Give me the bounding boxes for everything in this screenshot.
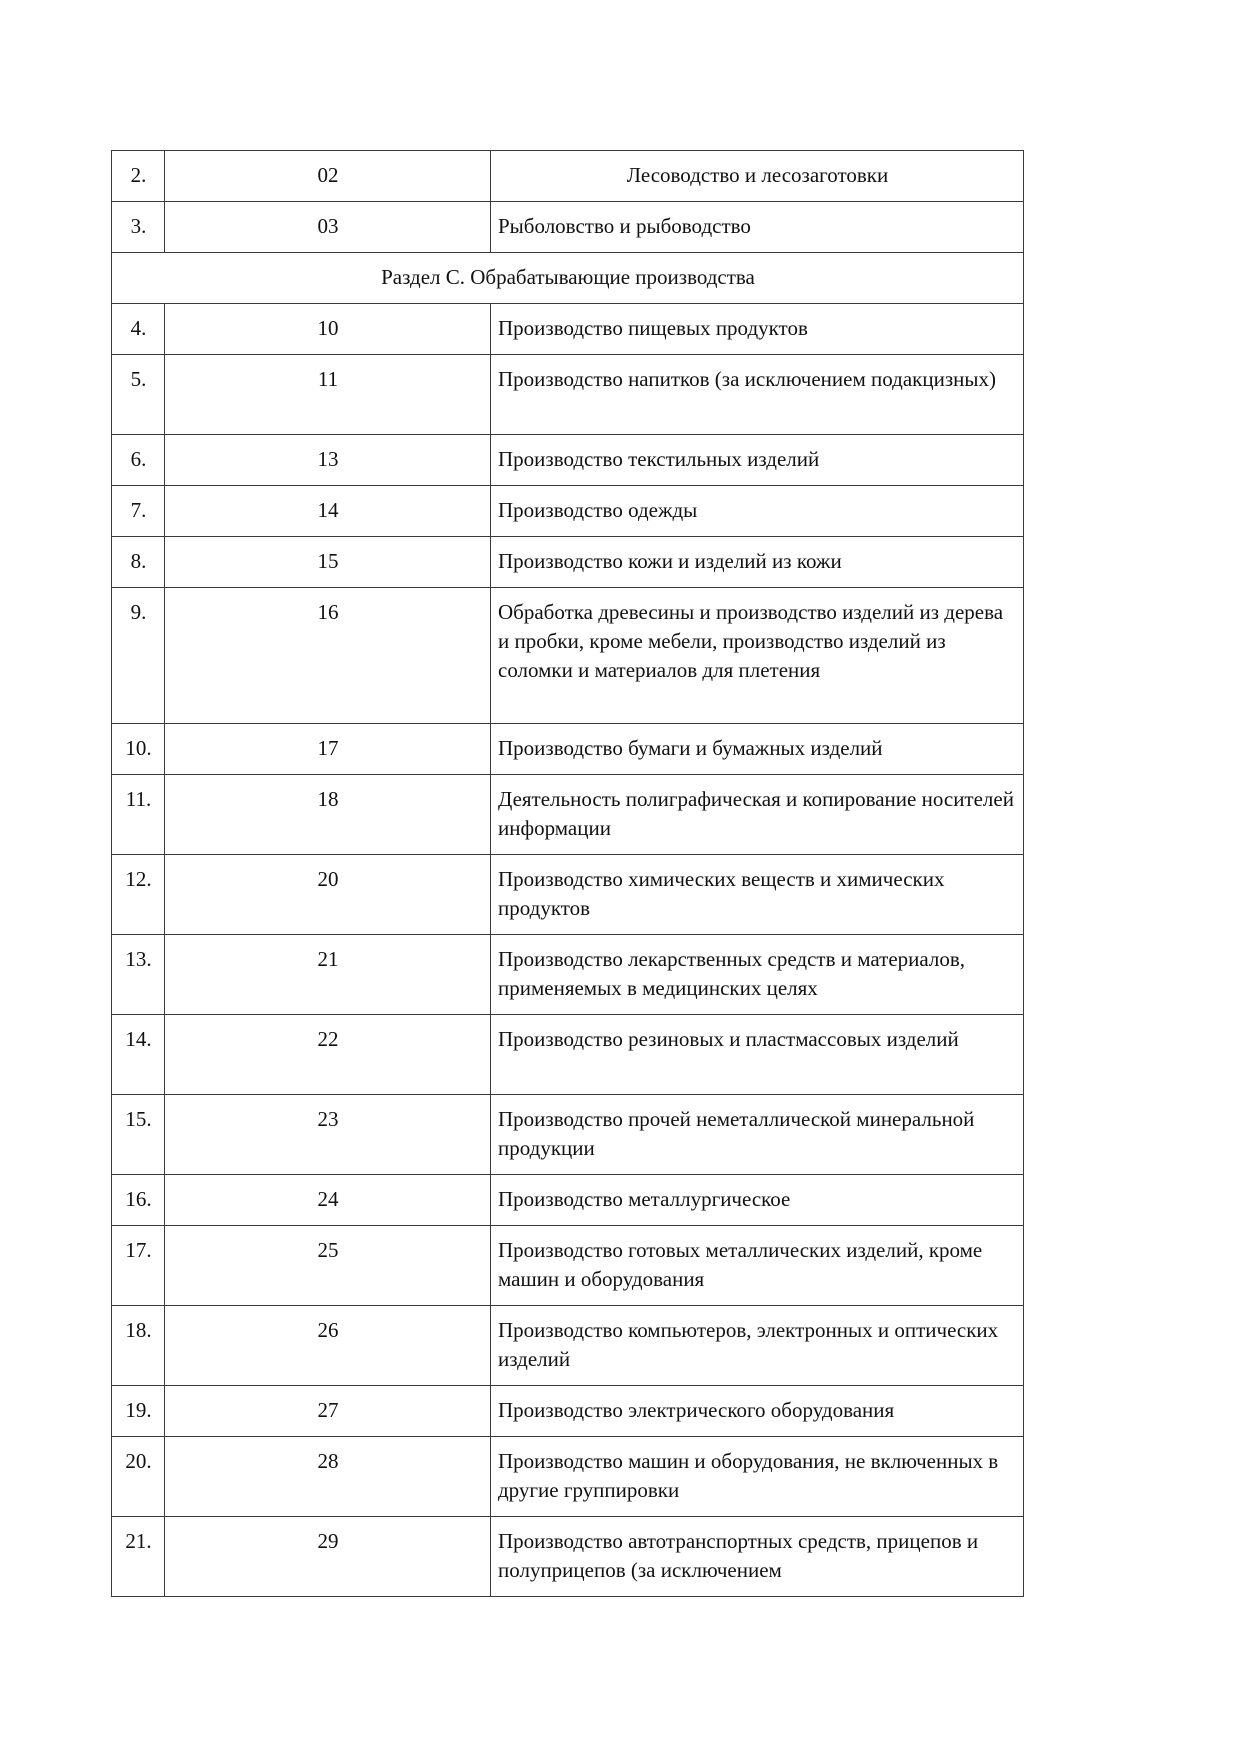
table-row — [112, 775, 1024, 855]
okved-code-cell: 13 — [165, 435, 491, 486]
row-number-cell: 19. — [112, 1386, 165, 1437]
okved-code-cell: 23 — [165, 1095, 491, 1175]
row-number-cell: 9. — [112, 588, 165, 724]
table-row — [112, 304, 1024, 355]
table-row — [112, 1175, 1024, 1226]
row-number-cell: 6. — [112, 435, 165, 486]
activity-name-cell: Производство электрического оборудования — [491, 1386, 1024, 1437]
okved-code-cell: 28 — [165, 1437, 491, 1517]
activity-name-cell: Производство металлургическое — [491, 1175, 1024, 1226]
row-number-cell: 11. — [112, 775, 165, 855]
activity-name-cell: Производство бумаги и бумажных изделий — [491, 724, 1024, 775]
okved-code-cell: 17 — [165, 724, 491, 775]
table-row — [112, 537, 1024, 588]
activity-name-cell: Производство одежды — [491, 486, 1024, 537]
row-number-cell: 17. — [112, 1226, 165, 1306]
row-number-cell: 4. — [112, 304, 165, 355]
table-row — [112, 724, 1024, 775]
table-row — [112, 202, 1024, 253]
okved-code-cell: 22 — [165, 1015, 491, 1095]
table-row — [112, 486, 1024, 537]
okved-code-cell: 02 — [165, 151, 491, 202]
okved-code-cell: 21 — [165, 935, 491, 1015]
activity-name-cell: Производство прочей неметаллической минеральной продукции — [491, 1095, 1024, 1175]
activity-name-cell: Производство химических веществ и химических продуктов — [491, 855, 1024, 935]
activity-name-cell: Производство напитков (за исключением подакцизных) — [491, 355, 1024, 435]
activity-name-cell: Производство компьютеров, электронных и оптических изделий — [491, 1306, 1024, 1386]
row-number-cell: 20. — [112, 1437, 165, 1517]
okved-code-cell: 14 — [165, 486, 491, 537]
okved-code-cell: 10 — [165, 304, 491, 355]
table-row — [112, 1095, 1024, 1175]
row-number-cell: 18. — [112, 1306, 165, 1386]
table-row — [112, 588, 1024, 724]
section-header-row — [112, 253, 1024, 304]
row-number-cell: 16. — [112, 1175, 165, 1226]
okved-code-cell: 15 — [165, 537, 491, 588]
table-row — [112, 855, 1024, 935]
activity-name-cell: Лесоводство и лесозаготовки — [491, 151, 1024, 202]
activity-name-cell: Производство кожи и изделий из кожи — [491, 537, 1024, 588]
okved-code-cell: 11 — [165, 355, 491, 435]
activity-name-cell: Рыболовство и рыбоводство — [491, 202, 1024, 253]
section-title: Раздел C. Обрабатывающие производства — [112, 253, 1024, 304]
table-row — [112, 1306, 1024, 1386]
row-number-cell: 13. — [112, 935, 165, 1015]
okved-code-cell: 18 — [165, 775, 491, 855]
activity-name-cell: Производство готовых металлических изделий, кроме машин и оборудования — [491, 1226, 1024, 1306]
table-row — [112, 1015, 1024, 1095]
activity-name-cell: Производство лекарственных средств и материалов, применяемых в медицинских целях — [491, 935, 1024, 1015]
table-row — [112, 1437, 1024, 1517]
table-row — [112, 1517, 1024, 1597]
okved-code-cell: 29 — [165, 1517, 491, 1597]
table-row — [112, 1226, 1024, 1306]
row-number-cell: 21. — [112, 1517, 165, 1597]
table-row — [112, 151, 1024, 202]
table-row — [112, 435, 1024, 486]
row-number-cell: 2. — [112, 151, 165, 202]
okved-code-cell: 20 — [165, 855, 491, 935]
activity-name-cell: Деятельность полиграфическая и копирование носителей информации — [491, 775, 1024, 855]
activity-name-cell: Производство пищевых продуктов — [491, 304, 1024, 355]
row-number-cell: 14. — [112, 1015, 165, 1095]
row-number-cell: 12. — [112, 855, 165, 935]
table-body — [112, 151, 1024, 1597]
okved-code-cell: 16 — [165, 588, 491, 724]
table-row — [112, 355, 1024, 435]
okved-code-cell: 24 — [165, 1175, 491, 1226]
okved-activity-table — [111, 150, 1024, 1597]
activity-name-cell: Обработка древесины и производство изделий из дерева и пробки, кроме мебели, производство изделий из соломки и материалов для плетения — [491, 588, 1024, 724]
okved-code-cell: 25 — [165, 1226, 491, 1306]
table-row — [112, 935, 1024, 1015]
activity-name-cell: Производство автотранспортных средств, прицепов и полуприцепов (за исключением — [491, 1517, 1024, 1597]
row-number-cell: 10. — [112, 724, 165, 775]
table-row — [112, 1386, 1024, 1437]
activity-name-cell: Производство текстильных изделий — [491, 435, 1024, 486]
activity-name-cell: Производство машин и оборудования, не включенных в другие группировки — [491, 1437, 1024, 1517]
activity-name-cell: Производство резиновых и пластмассовых изделий — [491, 1015, 1024, 1095]
okved-code-cell: 27 — [165, 1386, 491, 1437]
row-number-cell: 3. — [112, 202, 165, 253]
row-number-cell: 7. — [112, 486, 165, 537]
okved-code-cell: 03 — [165, 202, 491, 253]
row-number-cell: 8. — [112, 537, 165, 588]
okved-code-cell: 26 — [165, 1306, 491, 1386]
row-number-cell: 5. — [112, 355, 165, 435]
row-number-cell: 15. — [112, 1095, 165, 1175]
